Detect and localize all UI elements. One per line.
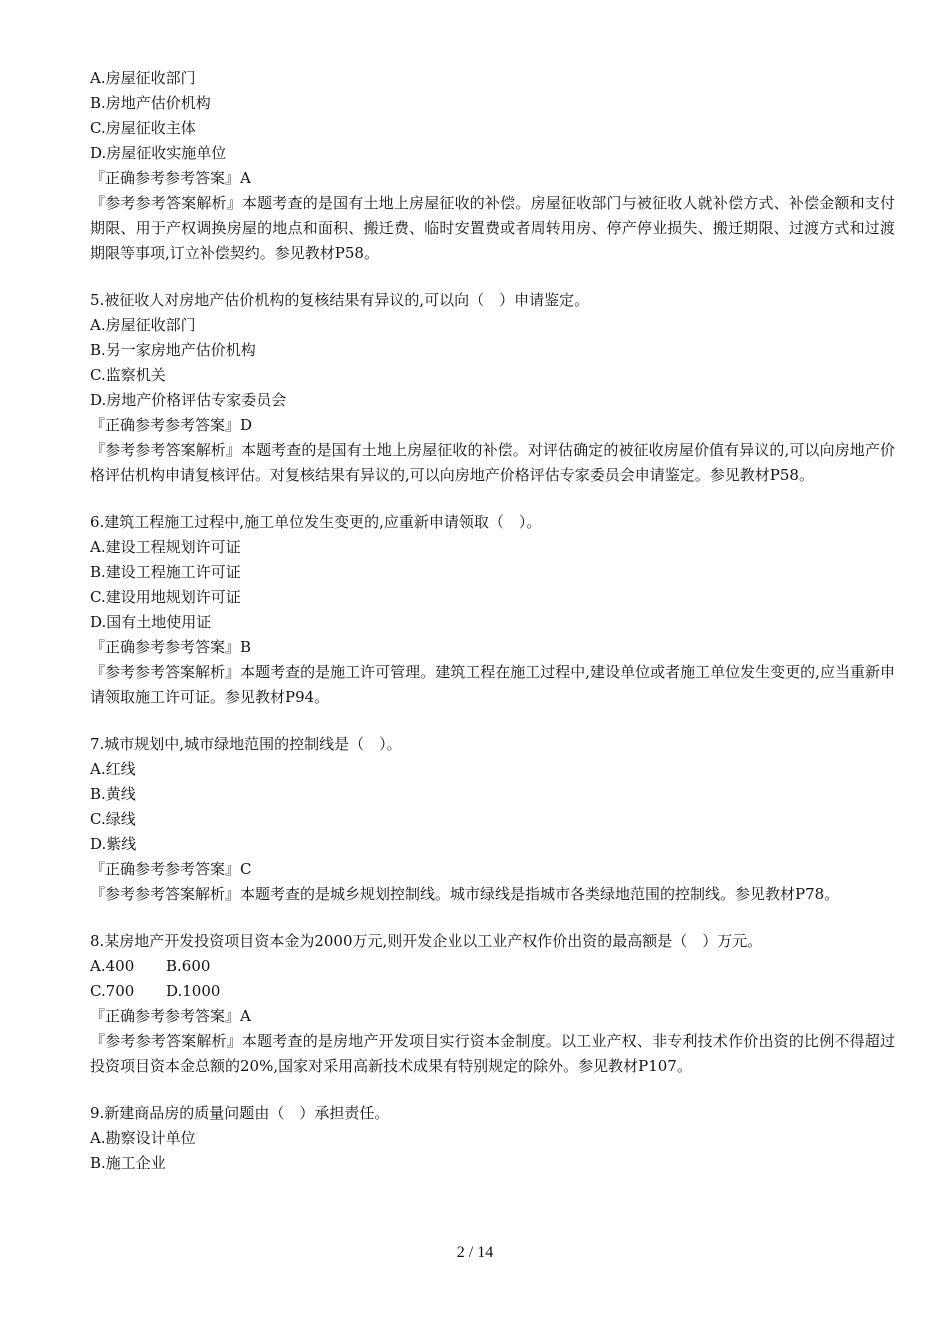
- option-b: B.600: [166, 957, 211, 975]
- option-b: B.建设工程施工许可证: [90, 563, 241, 581]
- option-a: A.建设工程规划许可证: [90, 538, 241, 556]
- option-b: B.黄线: [90, 785, 136, 803]
- question-text: 6.建筑工程施工过程中,施工单位发生变更的,应重新申请领取（ ）。: [90, 513, 542, 531]
- option-d: D.房地产价格评估专家委员会: [90, 391, 287, 409]
- option-a: A.勘察设计单位: [90, 1129, 196, 1147]
- question-text: 8.某房地产开发投资项目资本金为2000万元,则开发企业以工业产权作价出资的最高额是（ ）万元。: [90, 932, 763, 950]
- question-text: 9.新建商品房的质量问题由（ ）承担责任。: [90, 1104, 390, 1122]
- option-a: A.400: [90, 957, 135, 975]
- answer-line: 『正确参考参考答案』D: [90, 416, 253, 434]
- question-5-block: [90, 288, 895, 488]
- option-c: C.绿线: [90, 810, 136, 828]
- option-row: [90, 954, 895, 979]
- question-9-block: [90, 1101, 895, 1176]
- question-6-block: [90, 510, 895, 710]
- question-text: 7.城市规划中,城市绿地范围的控制线是（ ）。: [90, 735, 402, 753]
- question-8-block: [90, 929, 895, 1079]
- option-a: A.红线: [90, 760, 136, 778]
- option-b: B.房地产估价机构: [90, 94, 211, 112]
- question-4-block: [90, 66, 895, 266]
- option-d: D.1000: [166, 982, 221, 1000]
- analysis-paragraph: 『参考参考答案解析』本题考查的是房地产开发项目实行资本金制度。以工业产权、非专利技术作价出资的比例不得超过投资项目资本金总额的20%,国家对采用高新技术成果有特别规定的除外。参见教材P107。: [90, 1032, 895, 1075]
- option-c: C.监察机关: [90, 366, 166, 384]
- document-page: [90, 66, 895, 1176]
- option-b: B.另一家房地产估价机构: [90, 341, 256, 359]
- question-text: 5.被征收人对房地产估价机构的复核结果有异议的,可以向（ ）申请鉴定。: [90, 291, 590, 309]
- answer-line: 『正确参考参考答案』C: [90, 860, 252, 878]
- analysis-paragraph: 『参考参考答案解析』本题考查的是国有土地上房屋征收的补偿。房屋征收部门与被征收人就补偿方式、补偿金额和支付期限、用于产权调换房屋的地点和面积、搬迁费、临时安置费或者周转用房、停产停业损失、搬迁期限、过渡方式和过渡期限等事项,订立补偿契约。参见教材P58。: [90, 194, 895, 262]
- analysis-paragraph: 『参考参考答案解析』本题考查的是施工许可管理。建筑工程在施工过程中,建设单位或者施工单位发生变更的,应当重新申请领取施工许可证。参见教材P94。: [90, 663, 895, 706]
- option-d: D.房屋征收实施单位: [90, 144, 227, 162]
- analysis-paragraph: 『参考参考答案解析』本题考查的是城乡规划控制线。城市绿线是指城市各类绿地范围的控制线。参见教材P78。: [90, 885, 840, 903]
- option-b: B.施工企业: [90, 1154, 166, 1172]
- option-c: C.700: [90, 982, 135, 1000]
- page-number: 2 / 14: [456, 1244, 494, 1261]
- option-a: A.房屋征收部门: [90, 316, 196, 334]
- option-d: D.国有土地使用证: [90, 613, 212, 631]
- option-d: D.紫线: [90, 835, 137, 853]
- question-7-block: [90, 732, 895, 907]
- option-c: C.建设用地规划许可证: [90, 588, 241, 606]
- answer-line: 『正确参考参考答案』B: [90, 638, 252, 656]
- option-a: A.房屋征收部门: [90, 69, 196, 87]
- analysis-paragraph: 『参考参考答案解析』本题考查的是国有土地上房屋征收的补偿。对评估确定的被征收房屋价值有异议的,可以向房地产价格评估机构申请复核评估。对复核结果有异议的,可以向房地产价格评估专家委员会申请鉴定。参见教材P58。: [90, 441, 895, 484]
- option-c: C.房屋征收主体: [90, 119, 196, 137]
- answer-line: 『正确参考参考答案』A: [90, 1007, 251, 1025]
- option-row: [90, 979, 895, 1004]
- answer-line: 『正确参考参考答案』A: [90, 169, 251, 187]
